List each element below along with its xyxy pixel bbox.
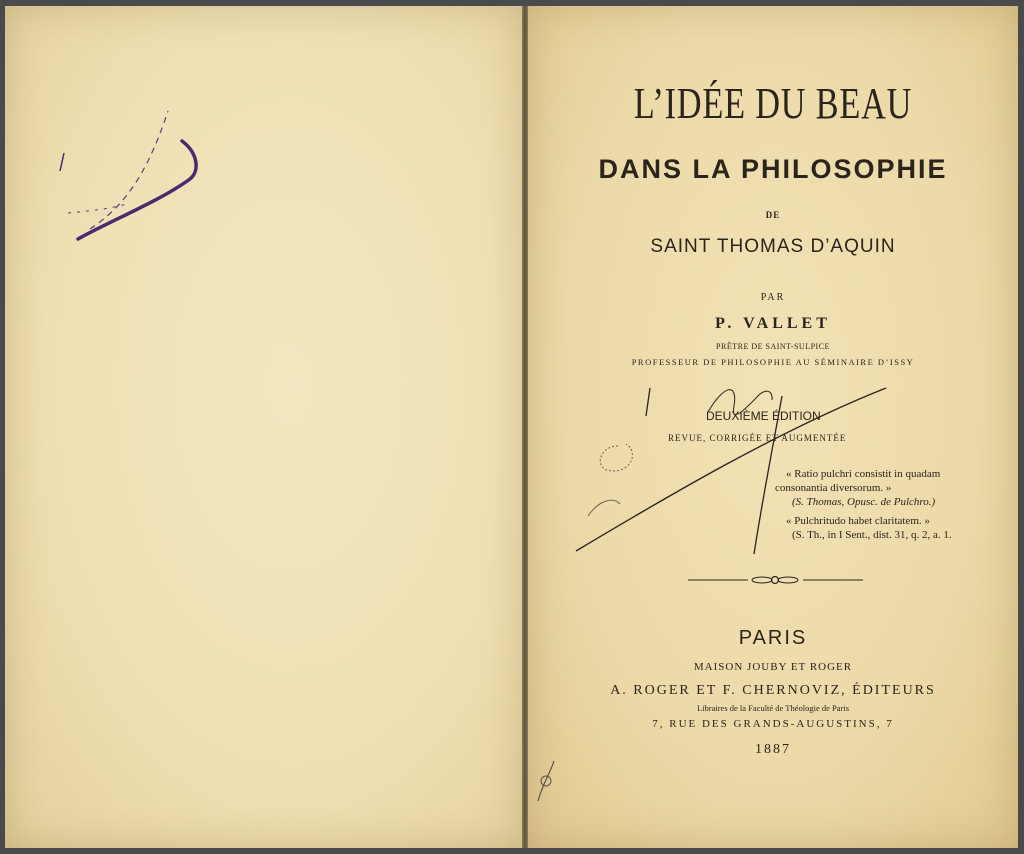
publisher-note: Libraires de la Faculté de Théologie de Paris bbox=[696, 703, 850, 713]
author-affiliation-1: PRÊTRE DE SAINT-SULPICE bbox=[716, 342, 830, 351]
title-page bbox=[528, 6, 1018, 848]
handwritten-signature bbox=[558, 376, 898, 566]
connector-par: PAR bbox=[760, 292, 786, 303]
book-subtitle: DANS LA PHILOSOPHIE bbox=[598, 154, 948, 184]
purple-ink-scrawl bbox=[50, 91, 210, 251]
connector-de: DE bbox=[765, 210, 781, 220]
publication-city: PARIS bbox=[738, 627, 808, 649]
left-page bbox=[5, 6, 522, 848]
publishing-house: MAISON JOUBY ET ROGER bbox=[693, 661, 853, 673]
epigraph-1-line-2: consonantia diversorum. » bbox=[775, 482, 892, 494]
epigraph-2-line-1: « Pulchritudo habet claritatem. » bbox=[786, 515, 930, 527]
epigraph-2-attribution: (S. Th., in I Sent., dist. 31, q. 2, a. 1. bbox=[792, 529, 952, 541]
margin-pencil-mark bbox=[528, 751, 568, 811]
publisher-address: 7, RUE DES GRANDS-AUGUSTINS, 7 bbox=[652, 718, 894, 730]
epigraph-1-attribution: (S. Thomas, Opusc. de Pulchro.) bbox=[792, 496, 936, 508]
book-title: L’IDÉE DU BEAU bbox=[633, 79, 913, 128]
epigraph-1-line-1: « Ratio pulchri consistit in quadam bbox=[786, 468, 941, 480]
publication-year: 1887 bbox=[755, 742, 791, 757]
author-name: P. VALLET bbox=[715, 315, 831, 332]
publisher-name: A. ROGER ET F. CHERNOVIZ, ÉDITEURS bbox=[610, 683, 936, 698]
edition-label: DEUXIÈME ÉDITION bbox=[706, 409, 821, 423]
author-affiliation-2: PROFESSEUR DE PHILOSOPHIE AU SÉMINAIRE D’ISSY bbox=[631, 357, 915, 367]
edition-description: REVUE, CORRIGÉE ET AUGMENTÉE bbox=[668, 433, 847, 443]
ornament-divider bbox=[688, 574, 863, 586]
subject-name: SAINT THOMAS D’AQUIN bbox=[650, 236, 896, 257]
